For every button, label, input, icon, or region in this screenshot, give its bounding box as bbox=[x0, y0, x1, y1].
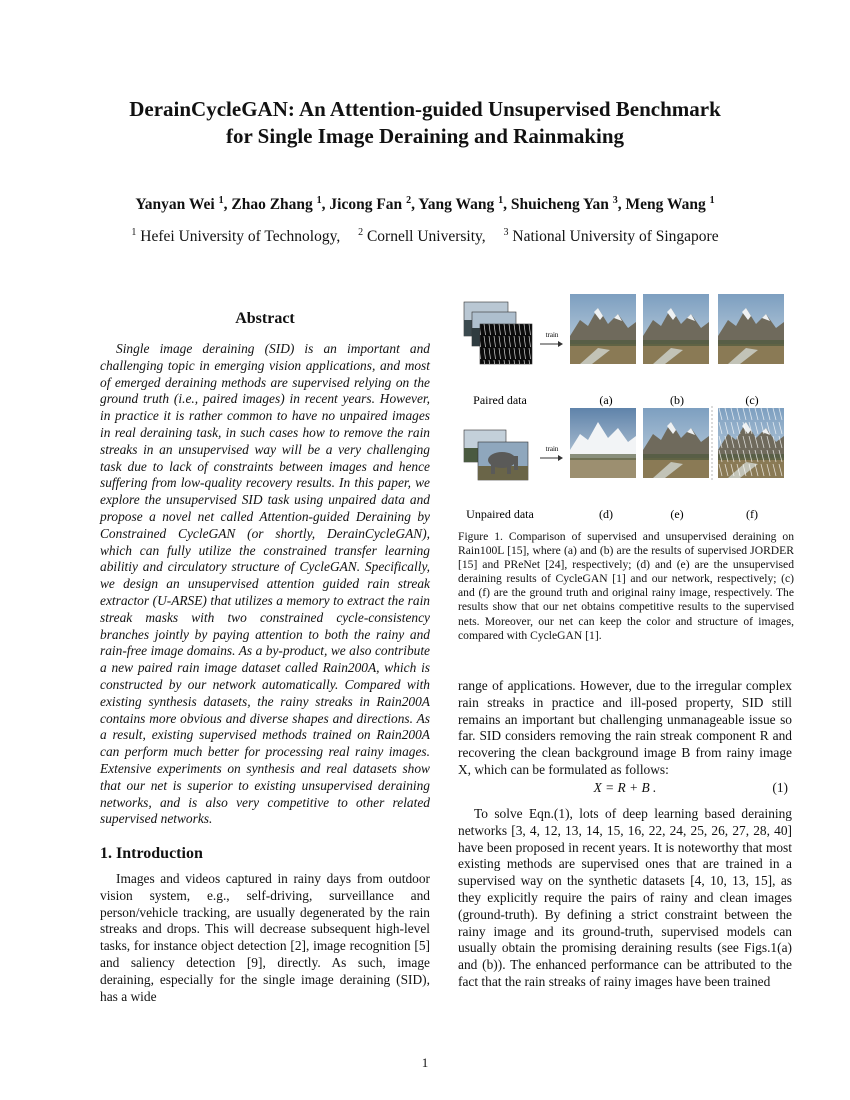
sublabel-b: (b) bbox=[670, 393, 684, 407]
page-number: 1 bbox=[421, 1055, 429, 1070]
author: Jicong Fan $^2$, bbox=[329, 195, 419, 213]
equation-body: X = R + B . bbox=[593, 780, 657, 795]
result-image-b bbox=[643, 294, 709, 364]
author: Zhao Zhang $^1$, bbox=[231, 195, 330, 213]
train-arrow-unpaired bbox=[540, 455, 563, 461]
equation-1 bbox=[458, 780, 792, 798]
author: Yang Wang $^1$, bbox=[418, 195, 511, 213]
unpaired-data-label: Unpaired data bbox=[466, 507, 534, 521]
equation-number: (1) bbox=[772, 780, 788, 795]
sublabel-d: (d) bbox=[599, 507, 613, 521]
figure-1 bbox=[458, 288, 794, 523]
affiliation-list bbox=[40, 228, 810, 246]
sublabel-f: (f) bbox=[746, 507, 758, 521]
figure-1-caption: Figure 1. Comparison of supervised and unsupervised deraining on Rain100L [15], where (a) and (b) are the results of supervised JORDER [15] and PReNet [24], respectively; (d) and (e) are the unsupervised deraining results of CycleGAN [1] and our network, respectively; (c) and (f) are the ground truth and original rainy image, respectively. The results show that our net obtains competitive results to the supervised nets. Moreover, our net can keep the color and structure of images, compared with CycleGAN [1]. bbox=[458, 530, 794, 642]
sublabel-a: (a) bbox=[599, 393, 613, 407]
title-line-2: for Single Image Deraining and Rainmaking bbox=[225, 124, 625, 148]
abstract-heading: Abstract bbox=[235, 310, 295, 327]
paired-data-label: Paired data bbox=[473, 393, 527, 407]
body-paragraph-2: To solve Eqn.(1), lots of deep learning based deraining networks [3, 4, 12, 13, 14, 15, 16, 22, 24, 25, 26, 27, 28, 40] have been proposed in recent years. It is noteworthy that most existing methods are supervised ones that are trained in a supervised way on the synthetic datasets [4, 10, 13, 15], as they explicitly require the pairs of rainy and clean images (ground-truth). By defining a strict constraint between the rainy image and its ground-truth, supervised models can usually obtain the promising deraining results (see Figs.1(a) and (b)). The enhanced performance can be attributed to the fact that the rain streaks of rainy images have been trained bbox=[458, 806, 792, 989]
figure-1-graphic bbox=[458, 288, 794, 523]
ground-truth-image-c bbox=[718, 294, 784, 364]
author: Meng Wang $^1$ bbox=[625, 195, 715, 213]
sublabel-c: (c) bbox=[745, 393, 759, 407]
author-list bbox=[40, 196, 810, 214]
author: Shuicheng Yan $^3$, bbox=[510, 195, 626, 213]
section-heading-introduction: 1. Introduction bbox=[100, 845, 203, 862]
affiliation: $^2$ Cornell University, bbox=[358, 227, 486, 245]
author: Yanyan Wei $^1$, bbox=[135, 195, 232, 213]
unpaired-data-stack bbox=[464, 430, 528, 480]
body-paragraph-1: range of applications. However, due to the irregular complex rain streaks in practice and ill-posed property, SID still remains an important but challenging unmanageable issue so far. SID considers removing the rain streak component R and recovering the clean background image B from rainy image X, which can be formulated as follows: bbox=[458, 678, 792, 777]
train-label-unpaired: train bbox=[545, 445, 559, 453]
paired-data-stack bbox=[464, 302, 532, 364]
train-arrow-paired bbox=[540, 341, 563, 347]
title-line-1: DerainCycleGAN: An Attention-guided Unsupervised Benchmark bbox=[129, 97, 721, 121]
paper-title bbox=[60, 96, 790, 150]
rainy-image-f bbox=[718, 408, 784, 478]
affiliation: $^1$ Hefei University of Technology, bbox=[131, 227, 341, 245]
intro-paragraph: Images and videos captured in rainy days from outdoor vision system, e.g., self-driving, surveillance and person/vehicle tracking, are usually degenerated by the rain streaks and drops. This will decrease subsequent high-level tasks, for instance object detection [2], image recognition [5] and saliency detection [9], directly. As such, image deraining, especially for the single image deraining (SID), has a wide bbox=[100, 871, 430, 1004]
train-label-paired: train bbox=[545, 331, 559, 339]
result-image-e bbox=[643, 408, 709, 478]
sublabel-e: (e) bbox=[670, 507, 684, 521]
result-image-d bbox=[570, 408, 636, 478]
result-image-a bbox=[570, 294, 636, 364]
abstract-text: Single image deraining (SID) is an important and challenging topic in emerging vision applications, and most of emerged deraining methods are supervised relying on the ground truth (i.e., paired images) in recent years. However, in practice it is rather common to have no unpaired images in real deraining task, in such cases how to remove the rain streaks in an unsupervised way will be a very challenging task due to lack of constraints between images and hence suffering from low-quality recovery results. In this paper, we explore the unsupervised SID task using unpaired data and propose a novel net called Attention-guided Deraining by Constrained CycleGAN (or shortly, DerainCycleGAN), which can fully utilize the constrained transfer learning abilitiy and circulatory structure of CycleGAN. Specifically, we design an unsupervised attention guided rain streak extractor (U-ARSE) that utilizes a memory to extract the rain streak masks with two constrained cycle-consistency branches jointly by paying attention to both the rainy and rain-free image domains. As a by-product, we also contribute a new paired rain image dataset called Rain200A, which is constructed by our network automatically. Compared with existing synthesis datasets, the rainy streaks in Rain200A contains more obvious and diverse shapes and directions. As a result, existing supervised methods trained on Rain200A can perform much better for processing real rainy images. Extensive experiments on synthesis and real datasets show that our net is superior to existing unsupervised deraining networks, and is also very competitive to other related supervised networks. bbox=[100, 341, 430, 827]
affiliation: $^3$ National University of Singapore bbox=[503, 227, 719, 245]
